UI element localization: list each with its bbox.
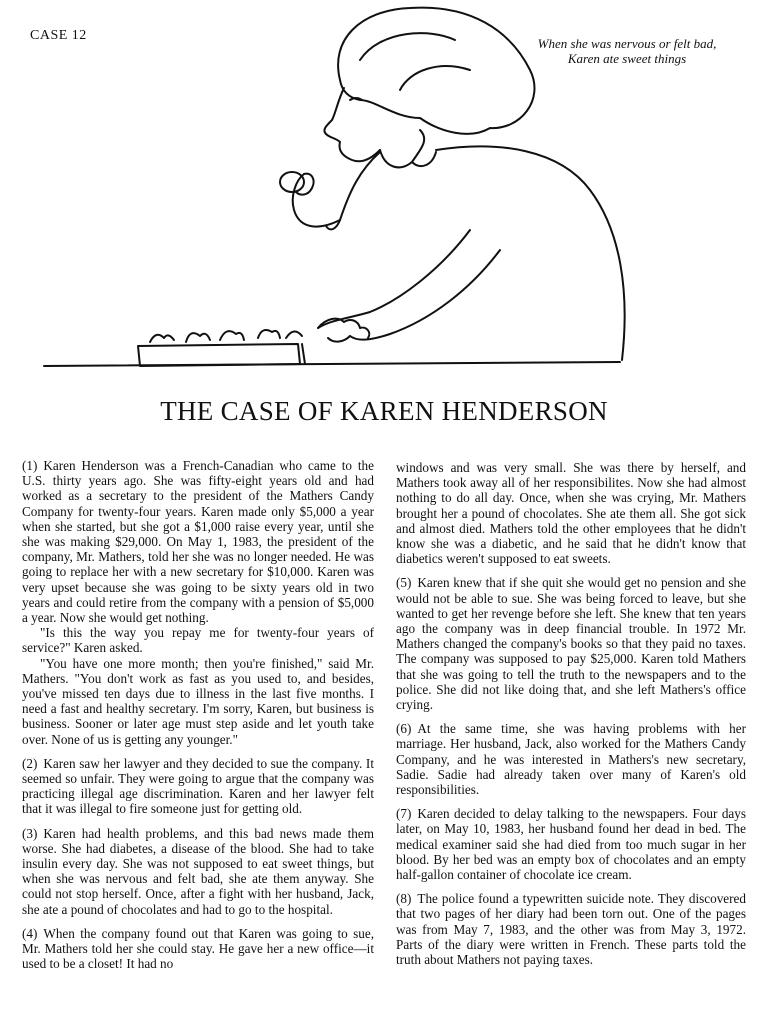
paragraph-text: The police found a typewritten suicide note. They discovered that two pages of her diary had been torn out. One of the pages was from May 7, 1983, and the other was from May 3, 1972. Parts of the diary were written in French. These parts told the truth about Mathers not paying taxes. bbox=[396, 891, 746, 968]
paragraph-text: At the same time, she was having problems with her marriage. Her husband, Jack, also worked for the Mathers Candy Company, and he was interested in Mathers's new secretary, Sadie. Sadie had already taken over many of Karen's old responsibilities. bbox=[396, 721, 746, 798]
dialogue-paragraph bbox=[22, 656, 374, 747]
paragraph-text: Karen had health problems, and this bad news made them worse. She had diabetes, a disease of the blood. She had to take insulin every day. She was not supposed to eat sweet things, but when she was nervous and felt bad, she ate them anyway. She could not stop herself. Once, after a fight with her husband, Jack, she ate a pound of chocolates and had to go to the hospital. bbox=[22, 825, 374, 917]
paragraph-text: "Is this the way you repay me for twenty-four years of service?" Karen asked. bbox=[22, 625, 374, 656]
paragraph-text: windows and was very small. She was there by herself, and Mathers took away all of her responsibilites. Now she had almost nothing to do all day. Once, when she was crying, Mr. Mathers brought her a pound of chocolates. She ate them all. She got sick and almost died. Mathers told the other employees that he didn't know she was a diabetic, and he said that he didn't know that diabetics weren't supposed to eat sweets. bbox=[396, 460, 746, 567]
woman-eating-chocolates-illustration bbox=[0, 0, 768, 390]
case-label: CASE 12 bbox=[30, 28, 87, 43]
paragraph-text: Karen knew that if she quit she would get no pension and she would not be able to sue. She was being forced to leave, but she wanted to get her revenge before she left. She knew that ten years ago the company was in deep financial trouble. In 1972 Mr. Mathers changed the company's books so that they paid no taxes. The company was supposed to pay $25,000. Karen told Mathers that she was going to tell the truth to the newspapers and to the police. She did not like doing that, and she left Mathers's office crying. bbox=[396, 575, 746, 713]
paragraph-4-continued bbox=[396, 460, 746, 566]
paragraph-number: (3) bbox=[22, 825, 38, 841]
paragraph-text: When the company found out that Karen was going to sue, Mr. Mathers told her she could stay. He gave her a new office—it used to be a closet! It had no bbox=[22, 925, 374, 972]
paragraph-number: (7) bbox=[396, 806, 412, 822]
dialogue-paragraph bbox=[22, 625, 374, 655]
paragraph-4 bbox=[22, 926, 374, 972]
paragraph-2 bbox=[22, 756, 374, 817]
paragraph-number: (6) bbox=[396, 721, 412, 737]
paragraph-text: Karen decided to delay talking to the newspapers. Four days later, on May 10, 1983, her husband found her dead in bed. The medical examiner said she had died from too much sugar in her blood. By her bed was an empty box of chocolates and an empty half-gallon container of chocolate ice cream. bbox=[396, 806, 746, 883]
paragraph-7 bbox=[396, 806, 746, 882]
paragraph-8 bbox=[396, 891, 746, 967]
paragraph-6 bbox=[396, 721, 746, 797]
paragraph-number: (1) bbox=[22, 458, 38, 473]
caption-line-1: When she was nervous or felt bad, bbox=[537, 36, 717, 51]
paragraph-1 bbox=[22, 458, 374, 625]
paragraph-number: (4) bbox=[22, 925, 38, 941]
paragraph-number: (2) bbox=[22, 755, 38, 771]
left-column bbox=[22, 458, 374, 981]
paragraph-text: Karen Henderson was a French-Canadian who came to the U.S. thirty years ago. She was fifty-eight years old and had worked as a secretary to the president of the Mathers Candy Company for twenty-four years. Karen made only $5,000 a year when she started, but she got a $1,000 raise every year, until she she was making $29,000. On May 1, 1983, the president of the company, Mr. Mathers, told her she was no longer needed. He was going to replace her with a new secretary for $10,000. Karen was very upset because she was going to be sixty years old in two years and could retire from the company with a pension of $5,000 a year. Now she would get nothing. bbox=[22, 458, 374, 626]
caption-line-2: Karen ate sweet things bbox=[567, 51, 687, 66]
paragraph-number: (5) bbox=[396, 575, 412, 591]
paragraph-3 bbox=[22, 826, 374, 917]
paragraph-5 bbox=[396, 575, 746, 712]
page-title: THE CASE OF KAREN HENDERSON bbox=[160, 396, 608, 426]
paragraph-text: "You have one more month; then you're finished," said Mr. Mathers. "You don't work as fast as you used to, and besides, you've missed ten days due to illness in the last five months. I need a fast and healthy secretary. I'm sorry, Karen, but business is business. Sooner or later age must step aside and let youth take over. None of us is getting any younger." bbox=[22, 655, 374, 747]
paragraph-text: Karen saw her lawyer and they decided to sue the company. It seemed so unfair. They were going to argue that the company was practicing illegal age discrimination. Karen and her lawyer felt that it was illegal to fire someone just for getting old. bbox=[22, 755, 374, 817]
right-column bbox=[396, 460, 746, 976]
paragraph-number: (8) bbox=[396, 891, 412, 907]
